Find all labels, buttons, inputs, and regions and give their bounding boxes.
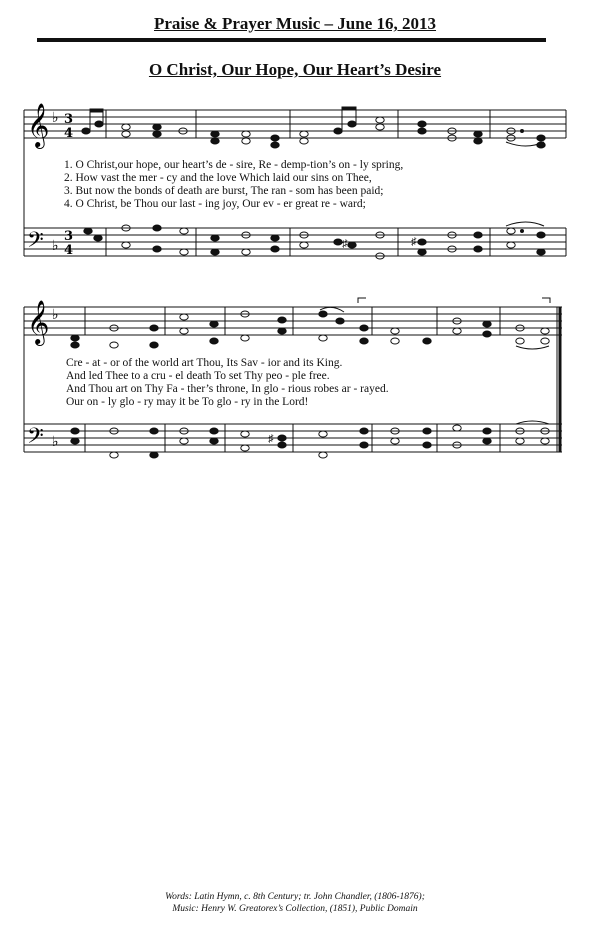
time-signature-top: 3	[64, 112, 74, 127]
system-1-bass-staff	[24, 228, 566, 256]
verse-4-line: 4. O Christ, be Thou our last - ing joy, Our ev - er great re - ward;	[64, 198, 366, 210]
hymn-title: O Christ, Our Hope, Our Heart’s Desire	[148, 60, 442, 79]
verse-3-line: And Thou art on Thy Fa - ther’s throne, In glo - rious robes ar - rayed.	[66, 383, 389, 395]
page-header-title: Praise & Prayer Music – June 16, 2013	[153, 14, 437, 33]
time-signature-top: 3	[64, 229, 74, 244]
verse-2-line: And led Thee to a cru - el death To set Thy peo - ple free.	[66, 370, 330, 382]
svg-text:♯: ♯	[411, 236, 417, 248]
verse-3-line: 3. But now the bonds of death are burst, The ran - som has been paid;	[64, 185, 384, 197]
flat-key-signature-icon: ♭	[52, 111, 59, 126]
treble-clef-icon: 𝄞	[27, 103, 50, 147]
music-credit: Music: Henry W. Greatorex’s Collection, (1851), Public Domain	[172, 904, 418, 914]
time-signature-bottom: 4	[64, 243, 74, 258]
svg-text:♯: ♯	[268, 433, 274, 445]
system-2-treble-notes	[71, 298, 550, 349]
flat-key-signature-icon: ♭	[52, 239, 59, 254]
hymn-credits	[0, 891, 590, 915]
bass-clef-icon: 𝄢	[27, 228, 44, 258]
time-signature-bottom: 4	[64, 126, 74, 141]
bass-clef-icon: 𝄢	[27, 424, 44, 454]
verse-1-line: Cre - at - or of the world art Thou, Its Sav - ior and its King.	[66, 357, 343, 369]
flat-key-signature-icon: ♭	[52, 435, 59, 450]
flat-key-signature-icon: ♭	[52, 308, 59, 323]
verse-4-line: Our on - ly glo - ry may it be To glo - ry in the Lord!	[66, 396, 309, 408]
svg-text:♯: ♯	[342, 238, 348, 250]
system-1-treble-staff	[24, 110, 566, 138]
verse-2-line: 2. How vast the mer - cy and the love Which laid our sins on Thee,	[64, 172, 372, 184]
system-1-treble-notes	[82, 107, 545, 148]
treble-clef-icon: 𝄞	[27, 300, 50, 344]
words-credit: Words: Latin Hymn, c. 8th Century; tr. John Chandler, (1806-1876);	[165, 892, 425, 902]
verse-1-line: 1. O Christ,our hope, our heart’s de - sire, Re - demp-tion’s on - ly spring,	[64, 159, 404, 171]
